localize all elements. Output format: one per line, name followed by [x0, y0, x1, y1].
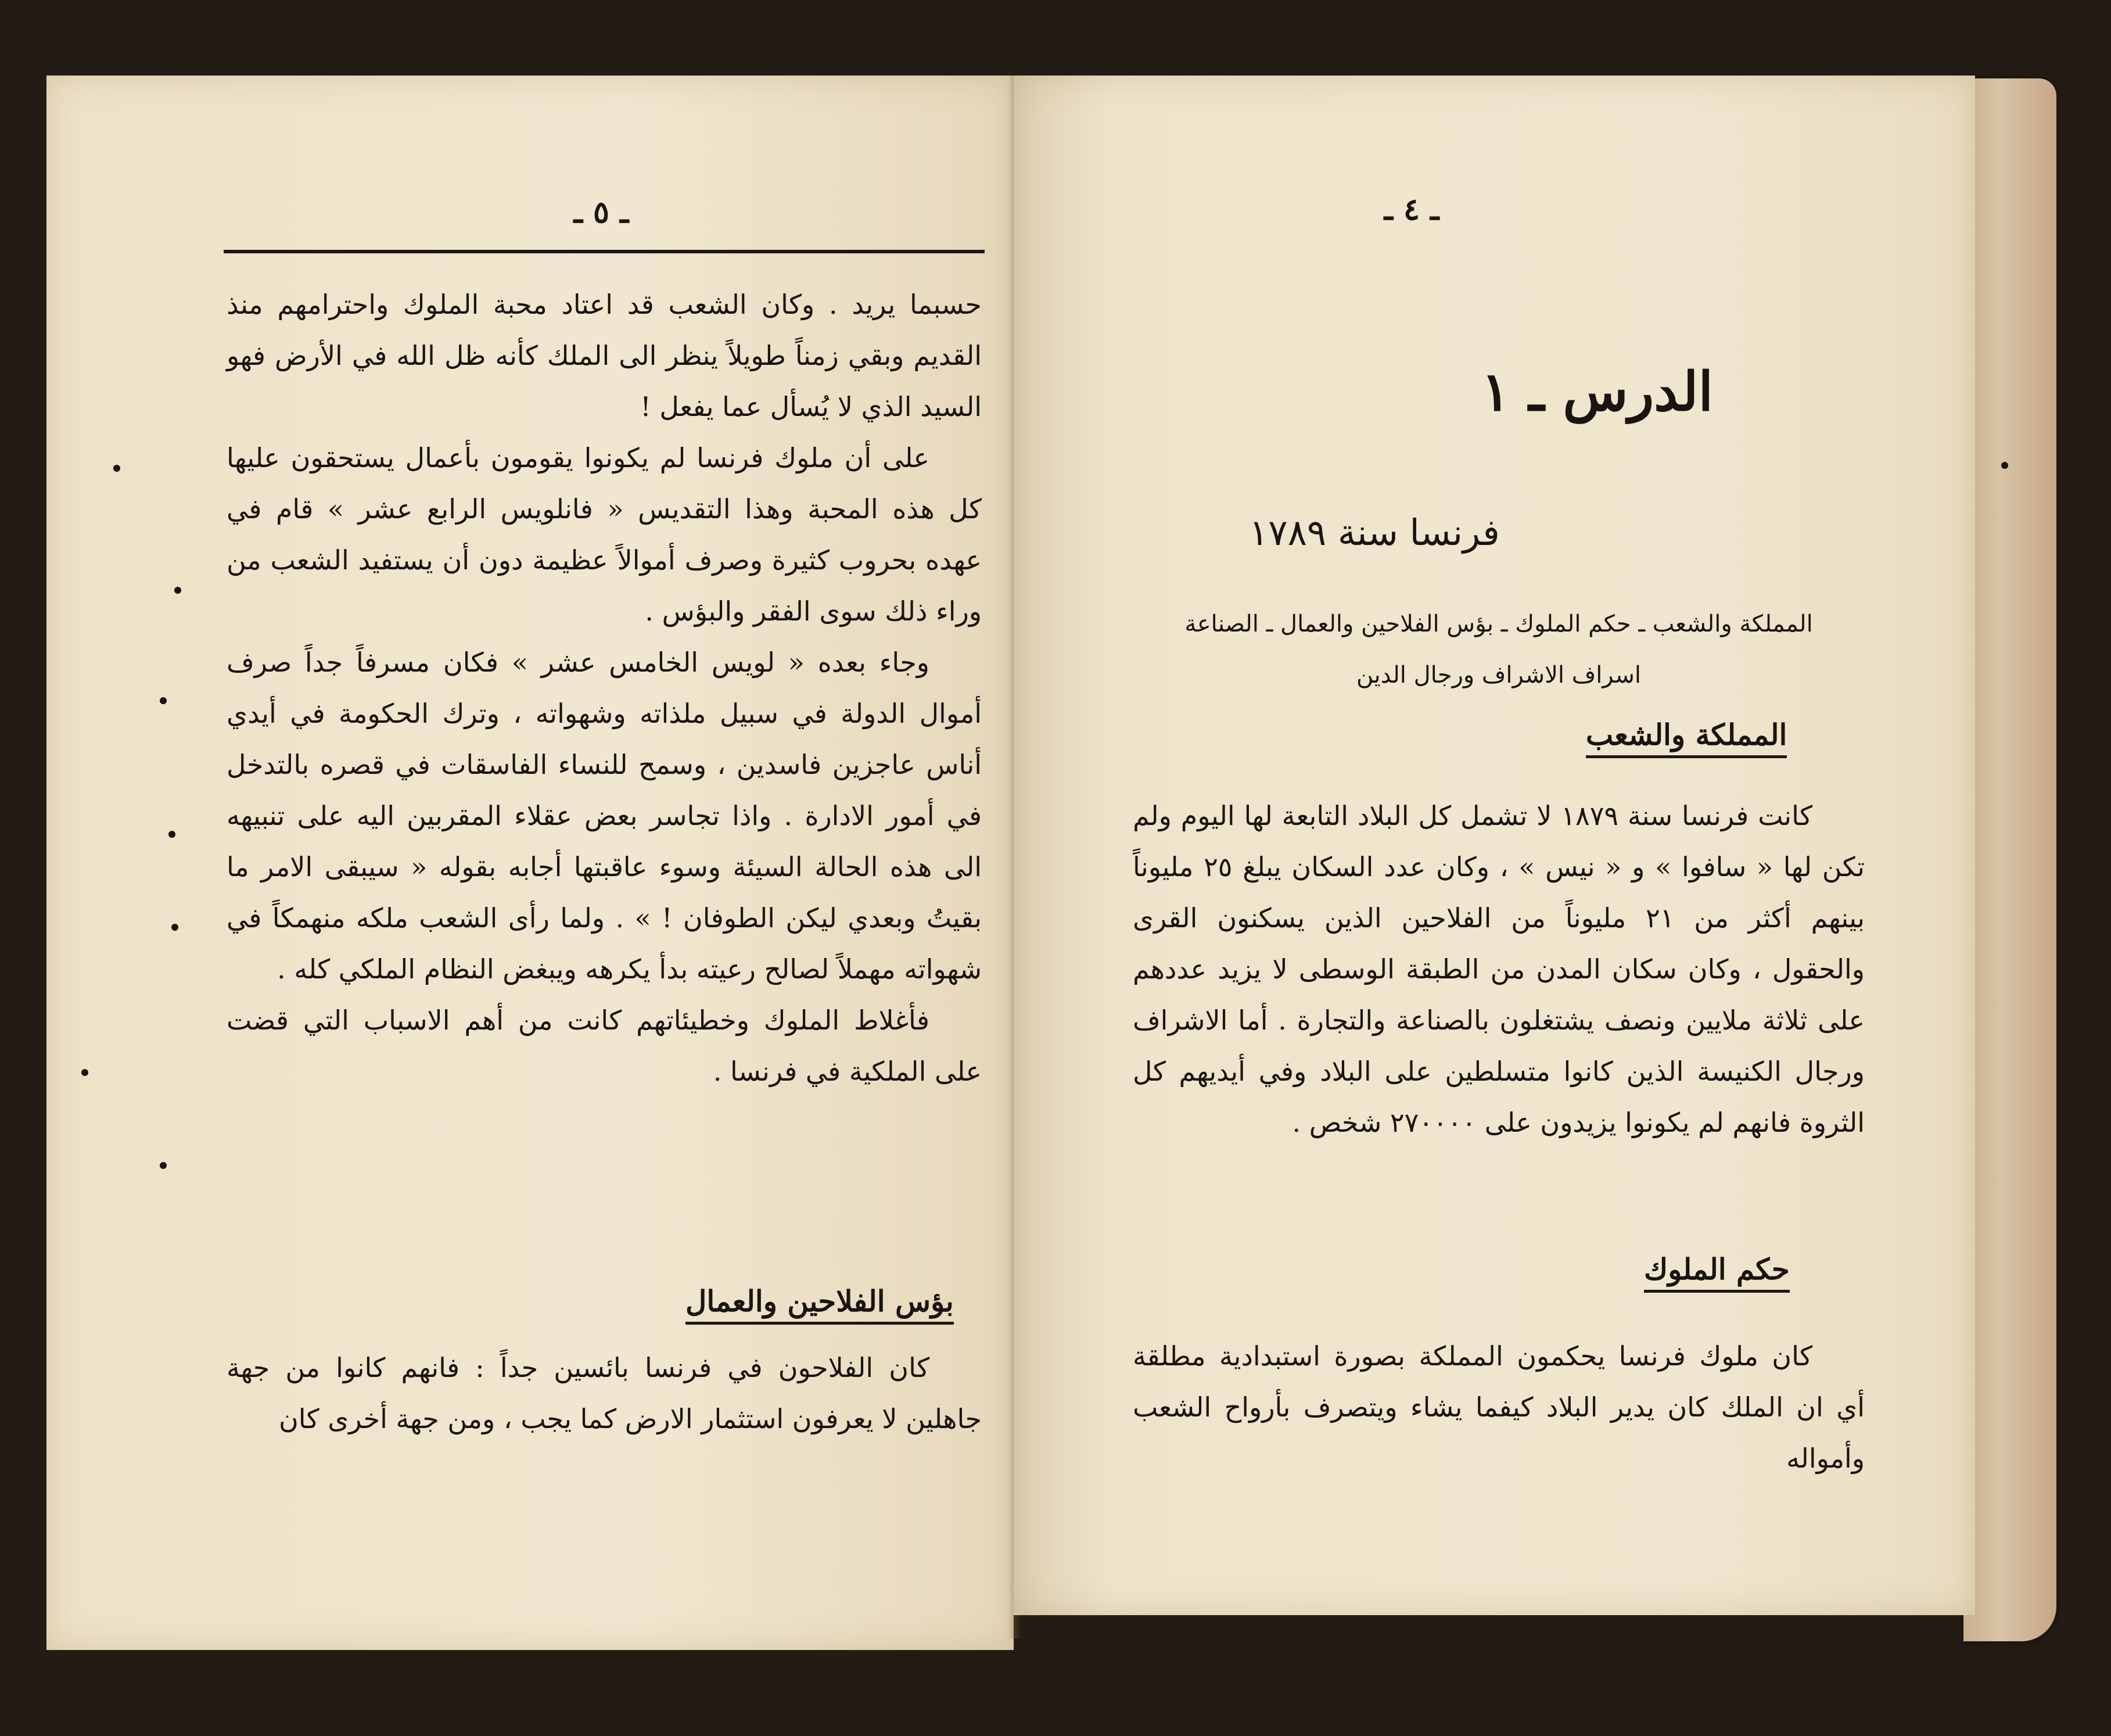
- topics-summary: [1133, 598, 1865, 701]
- binding-hole: [160, 1162, 167, 1169]
- right-page-body: [1133, 790, 1865, 1148]
- binding-hole: [113, 465, 120, 472]
- section-heading: بؤس الفلاحين والعمال: [685, 1284, 954, 1325]
- lesson-subtitle: فرنسا سنة ١٧٨٩: [1249, 511, 1500, 554]
- binding-hole: [168, 831, 175, 838]
- binding-hole: [171, 924, 178, 931]
- topics-line: المملكة والشعب ـ حكم الملوك ـ بؤس الفلاحين والعمال ـ الصناعة: [1184, 611, 1813, 637]
- right-page-number: ـ ٤ ـ: [1384, 192, 1439, 227]
- left-page-number: ـ ٥ ـ: [573, 195, 629, 230]
- binding-hole: [2001, 462, 2008, 469]
- lesson-title: الدرس ـ ١: [1481, 360, 1714, 423]
- left-page-closing: [227, 1342, 982, 1444]
- paragraph: كانت فرنسا سنة ١٨٧٩ لا تشمل كل البلاد التابعة لها اليوم ولم تكن لها « سافوا » و « نيس » ، وكان عدد السكان يبلغ ٢٥ مليوناً بينهم أكثر من ٢١ مليوناً من الفلاحين الذين يسكنون القرى والحقول ، وكان سكان المدن من الطبقة الوسطى لا يزيد عددهم على ثلاثة ملايين ونصف يشتغلون بالصناعة والتجارة . أما الاشراف ورجال الكنيسة الذين كانوا متسلطين على البلاد وفي أيديهم كل الثروة فانهم لم يكونوا يزيدون على ٢٧٠٠٠٠ شخص .: [1133, 800, 1865, 1138]
- section-heading: المملكة والشعب: [1586, 718, 1787, 758]
- binding-hole: [81, 1069, 88, 1076]
- section-heading: حكم الملوك: [1644, 1252, 1790, 1293]
- paragraph: كان الفلاحون في فرنسا بائسين جداً : فانهم كانوا من جهة جاهلين لا يعرفون استثمار الارض كما يجب ، ومن جهة أخرى كان: [227, 1352, 982, 1434]
- paragraph: حسبما يريد . وكان الشعب قد اعتاد محبة الملوك واحترامهم منذ القديم وبقي زمناً طويلاً ينظر الى الملك كأنه ظل الله في الأرض فهو السيد الذي لا يُسأل عما يفعل !: [227, 289, 982, 422]
- binding-hole: [174, 587, 181, 594]
- paragraph: على أن ملوك فرنسا لم يكونوا يقومون بأعمال يستحقون عليها كل هذه المحبة وهذا التقديس « فانلويس الرابع عشر » قام في عهده بحروب كثيرة وصرف أموالاً عظيمة دون أن يستفيد الشعب من وراء ذلك سوى الفقر والبؤس .: [227, 442, 982, 627]
- right-page-closing: [1133, 1330, 1865, 1484]
- paragraph: فأغلاط الملوك وخطيئاتهم كانت من أهم الاسباب التي قضت على الملكية في فرنسا .: [227, 1005, 982, 1087]
- left-page-body: [227, 279, 982, 1097]
- topics-line: اسراف الاشراف ورجال الدين: [1356, 662, 1641, 688]
- book-cover-edge: [1963, 78, 2056, 1641]
- binding-hole: [160, 697, 167, 704]
- paragraph: وجاء بعده « لويس الخامس عشر » فكان مسرفاً جداً صرف أموال الدولة في سبيل ملذاته وشهواته ، وترك الحكومة في أيدي أناس عاجزين فاسدين ، وسمح للنساء الفاسقات في قصره بالتدخل في أمور الادارة . واذا تجاسر بعض عقلاء المقربين اليه على تنبيهه الى هذه الحالة السيئة وسوء عاقبتها أجابه بقوله « سيبقى الامر ما بقيتُ وبعدي ليكن الطوفان ! » . ولما رأى الشعب ملكه منهمكاً في شهواته مهملاً لصالح رعيته بدأ يكرهه ويبغض النظام الملكي كله .: [227, 647, 982, 985]
- paragraph: كان ملوك فرنسا يحكمون المملكة بصورة استبدادية مطلقة أي ان الملك كان يدير البلاد كيفما يشاء ويتصرف بأرواح الشعب وأمواله: [1133, 1340, 1865, 1474]
- header-rule: [224, 250, 985, 253]
